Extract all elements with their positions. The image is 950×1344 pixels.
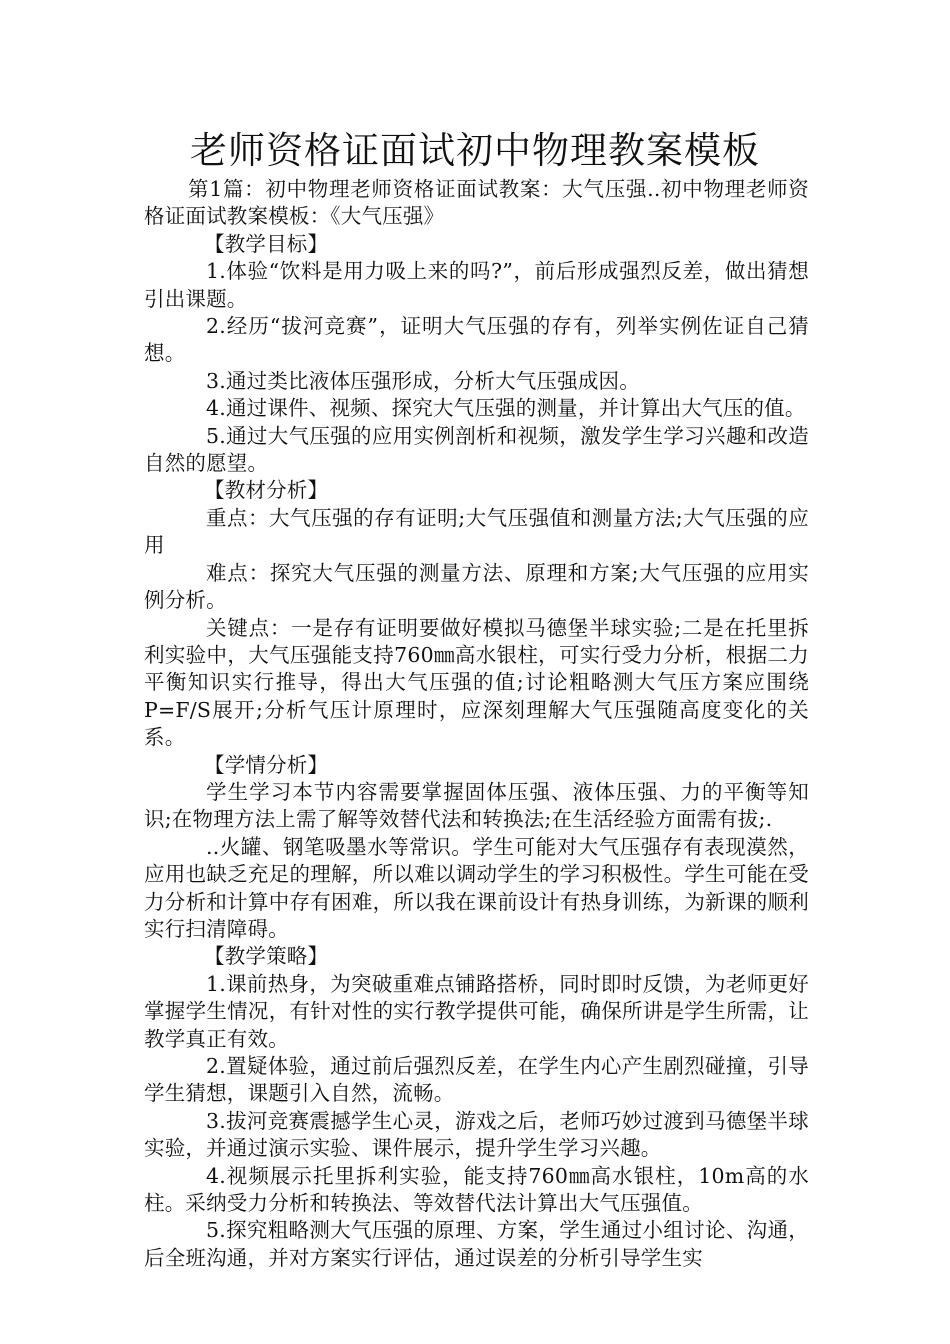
section-heading: 【教材分析】 [204, 478, 329, 503]
section-heading: 【教学策略】 [204, 944, 329, 969]
paragraph: 5.通过大气压强的应用实例剖析和视频，激发学生学习兴趣和改造自然的愿望。 [144, 423, 809, 476]
document-body [144, 176, 809, 1272]
paragraph: 3.通过类比液体压强形成，分析大气压强成因。 [206, 368, 640, 393]
paragraph: 重点：大气压强的存有证明;大气压强值和测量方法;大气压强的应用 [144, 505, 809, 558]
paragraph: 2.置疑体验，通过前后强烈反差，在学生内心产生剧烈碰撞，引导学生猜想，课题引入自然，流畅。 [144, 1054, 809, 1106]
paragraph: 3.拔河竞赛震撼学生心灵，游戏之后，老师巧妙过渡到马德堡半球实验，并通过演示实验、课件展示，提升学生学习兴趣。 [144, 1108, 809, 1161]
document-title: 老师资格证面试初中物理教案模板 [190, 129, 760, 172]
paragraph: 学生学习本节内容需要掌握固体压强、液体压强、力的平衡等知识;在物理方法上需了解等效替代法和转换法;在生活经验方面需有拔;. [144, 779, 809, 832]
paragraph: 1.体验“饮料是用力吸上来的吗?”，前后形成强烈反差，做出猜想引出课题。 [144, 259, 809, 311]
paragraph: 第1篇：初中物理老师资格证面试教案：大气压强..初中物理老师资格证面试教案模板：《大气压强》 [144, 177, 809, 229]
paragraph: ..火罐、钢笔吸墨水等常识。学生可能对大气压强存有表现漠然，应用也缺乏充足的理解，所以难以调动学生的学习积极性。学生可能在受力分析和计算中存有困难，所以我在课前设计有热身训练，为新课的顺利实行扫清障碍。 [144, 834, 809, 941]
paragraph: 1.课前热身，为突破重难点铺路搭桥，同时即时反馈，为老师更好掌握学生情况，有针对性的实行教学提供可能，确保所讲是学生所需，让教学真正有效。 [144, 971, 809, 1051]
paragraph: 关键点：一是存有证明要做好模拟马德堡半球实验;二是在托里拆利实验中，大气压强能支持760㎜高水银柱，可实行受力分析，根据二力平衡知识实行推导，得出大气压强的值;讨论粗略测大气压方案应围绕P=F/S展开;分析气压计原理时，应深刻理解大气压强随高度变化的关系。 [144, 615, 809, 750]
paragraph: 5.探究粗略测大气压强的原理、方案，学生通过小组讨论、沟通，后全班沟通，并对方案实行评估，通过误差的分析引导学生实 [144, 1218, 809, 1270]
paragraph: 4.通过课件、视频、探究大气压强的测量，并计算出大气压的值。 [206, 396, 806, 421]
paragraph: 难点：探究大气压强的测量方法、原理和方案;大气压强的应用实例分析。 [144, 560, 809, 613]
section-heading: 【教学目标】 [204, 231, 329, 256]
paragraph: 4.视频展示托里拆利实验，能支持760㎜高水银柱，10m高的水柱。采纳受力分析和转换法、等效替代法计算出大气压强值。 [144, 1163, 809, 1216]
paragraph: 2.经历“拔河竞赛”，证明大气压强的存有，列举实例佐证自己猜想。 [144, 314, 809, 366]
section-heading: 【学情分析】 [204, 752, 329, 777]
